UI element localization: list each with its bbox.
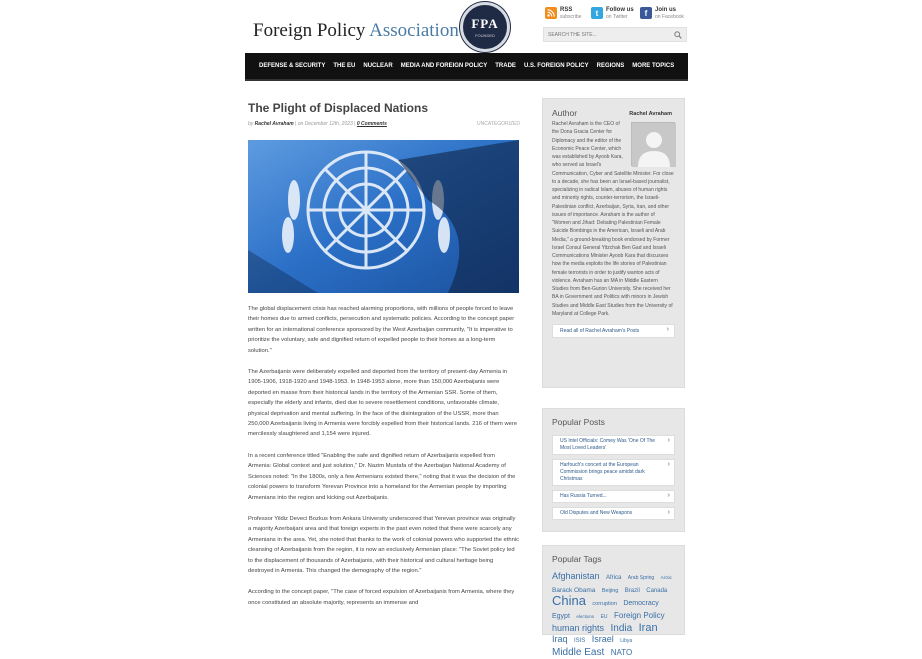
tag-link[interactable]: ISIS bbox=[573, 638, 586, 644]
author-avatar bbox=[631, 122, 675, 166]
article-paragraph: According to the concept paper, "The case of forced expulsion of Azerbaijanis from Armenia, where they once constituted an absolute majority, represents an immense and bbox=[248, 589, 515, 606]
main-nav bbox=[245, 53, 688, 81]
default-avatar-icon bbox=[632, 123, 676, 167]
tag-link[interactable]: Canada bbox=[646, 588, 668, 594]
nav-the-eu[interactable]: THE EU bbox=[333, 63, 356, 69]
tag-link[interactable]: Foreign Policy bbox=[613, 611, 665, 620]
nav-media-foreign-policy[interactable]: MEDIA AND FOREIGN POLICY bbox=[400, 63, 488, 69]
tag-link[interactable]: Arctic bbox=[660, 575, 672, 580]
site-search bbox=[543, 27, 687, 42]
tag-link[interactable]: Arab Spring bbox=[627, 575, 655, 581]
facebook-sublabel: on Facebook bbox=[655, 14, 684, 20]
nav-regions[interactable]: REGIONS bbox=[596, 63, 625, 69]
fpa-seal-logo[interactable] bbox=[460, 2, 510, 52]
article-paragraph: The global displacement crisis has reached alarming proportions, with millions of people forced to leave their homes due to armed conflicts, persecution and systematic policies. According to the concept paper written for an international conference sponsored by the West Azerbaijan community, "It is imperative to prioritize the voluntary, safe and dignified return of expelled people to their homes as a long-term solution." bbox=[248, 306, 515, 354]
popular-posts-box bbox=[542, 408, 685, 532]
twitter-label: Follow us bbox=[606, 7, 634, 13]
tag-link[interactable]: corruption bbox=[592, 601, 617, 607]
byline-date: on December 12th, 2023 bbox=[297, 121, 353, 127]
nav-us-foreign-policy[interactable]: U.S. FOREIGN POLICY bbox=[523, 63, 589, 69]
author-bio: Rachel Avraham is the CEO of the Dona Gracia Center for Diplomacy and the editor of the Economic Peace Center, which was established by Ayoob Kara, who served as Israel's Communication, Cyber and Satellite Minister. For close to a decade, she has been an Israel-based journalist, specializing in radical Islam, abuses of human rights and minority rights, counter-terrorism, the Israeli-Palestinian conflict, Azerbaijan, Syria, Iran, and other issues of importance. Avraham is the author of "Women and Jihad: Debating Palestinian Female Suicide Bombings in the American, Israeli and Arab Media," a ground-breaking book endorsed by Former Israel Consul General Yitzchak Ben Gad and Israeli Communications Minister Ayoob Kara that discusses how the media exploits the life stories of Palestinian female terrorists in order to justify wanton acts of violence. Avraham has an MA in Middle Eastern Studies from Ben-Gurion University. She received her BA in Government and Politics with minors in Jewish Studies and Middle East Studies from the University of Maryland at College Park. bbox=[552, 121, 674, 317]
twitter-sublabel: on Twitter bbox=[606, 14, 628, 20]
tag-link[interactable]: Iran bbox=[638, 622, 658, 634]
byline-by: by bbox=[248, 121, 254, 127]
popular-post-link[interactable]: Old Disputes and New Weapons › bbox=[552, 507, 675, 520]
nav-trade[interactable]: TRADE bbox=[495, 63, 516, 69]
seal-subtext: FOUNDED bbox=[475, 33, 495, 38]
twitter-link[interactable] bbox=[591, 7, 634, 20]
logo-accent-text: Association bbox=[369, 20, 459, 41]
nav-defense-security[interactable]: DEFENSE & SECURITY bbox=[259, 63, 326, 69]
byline-author-link[interactable]: Rachel Avraham bbox=[254, 121, 294, 127]
popular-post-link[interactable]: Harfouch's concert at the European Commission brings peace amidst dark Christmas › bbox=[552, 459, 675, 486]
facebook-link[interactable] bbox=[640, 7, 684, 20]
tag-cloud bbox=[552, 570, 675, 657]
rss-link[interactable] bbox=[545, 7, 581, 20]
tag-link[interactable]: Barack Obama bbox=[552, 587, 596, 594]
tag-link[interactable]: human rights bbox=[552, 623, 605, 633]
tag-link[interactable]: NATO bbox=[610, 648, 633, 657]
article-paragraph: The Azerbaijanis were deliberately expelled and deported from the territory of present-day Armenia in 1905-1906, 1918-1920 and 1948-1953. In 1948-1953 alone, more than 150,000 Azerbaijanis were deported en masse from their historical lands in the territory of the Armenian SSR. Some of them, especially the elderly and infants, died due to severe resettlement conditions, unfavorable climate, physical deprivation and mental suffering. In the face of the disintegration of the USSR, more than 250,000 Azerbaijanis living in Armenia were forcibly expelled from their historical lands. 216 of them were mercilessly slaughtered and 1,154 were injured. bbox=[248, 369, 518, 438]
rss-label: RSS bbox=[560, 7, 573, 13]
article-paragraph: In a recent conference titled "Enabling the safe and dignified return of Azerbaijanis expelled from Armenia: Global context and just solution," Dr. Nazim Mustafa of the Azerbaijan National Academy of Sciences noted: "In the 1800s, only a few Armenians existed there," noting that it was the decision of the colonial powers to transform Yerevan Province into a homeland for the Armenian people by importing Armenians into the region and kicking out Azerbaijanis. bbox=[248, 452, 516, 501]
search-icon[interactable] bbox=[674, 31, 682, 39]
byline-comments-link[interactable]: 0 Comments bbox=[356, 121, 387, 127]
seal-letters: FPA bbox=[471, 16, 499, 31]
tag-link[interactable]: Middle East bbox=[552, 647, 605, 658]
tag-link[interactable]: Iraq bbox=[552, 634, 568, 644]
article-body bbox=[248, 304, 519, 619]
article-title[interactable]: The Plight of Displaced Nations bbox=[248, 101, 429, 115]
nav-more-topics[interactable]: MORE TOPICS bbox=[632, 63, 675, 69]
tag-link[interactable]: India bbox=[610, 623, 633, 634]
popular-tags-heading: Popular Tags bbox=[552, 554, 602, 564]
article-paragraph: Professor Yildiz Deveci Bozkus from Ankara University underscored that Yerevan province was originally a majority Azerbaijani area and that foreign experts in the past even noted that there were scarcely any Armenians in the area. Yet, she noted that thanks to the work of colonial powers who supported the ethnic cleansing of Azerbaijanis from the region, it is now an exclusively Armenian place: "The Soviet policy led to the displacement of thousands of Azerbaijanis, with their historical and cultural heritage being destroyed in Armenia. This changed the demography of the region." bbox=[248, 515, 520, 574]
tag-link[interactable]: Afghanistan bbox=[552, 571, 600, 581]
tag-link[interactable]: China bbox=[552, 593, 586, 608]
author-box bbox=[542, 98, 685, 388]
tag-link[interactable]: Beijing bbox=[601, 588, 619, 594]
author-heading: Author bbox=[552, 108, 578, 118]
popular-posts-heading: Popular Posts bbox=[552, 417, 605, 427]
facebook-label: Join us bbox=[655, 7, 677, 13]
nav-nuclear[interactable]: NUCLEAR bbox=[363, 63, 393, 69]
search-input[interactable] bbox=[548, 32, 658, 38]
tag-link[interactable]: EU bbox=[600, 614, 608, 620]
tag-link[interactable]: Democracy bbox=[623, 600, 659, 607]
site-logo[interactable] bbox=[253, 20, 459, 42]
tag-link[interactable]: Israel bbox=[591, 634, 614, 644]
tag-link[interactable]: elections bbox=[576, 614, 595, 619]
rss-icon bbox=[545, 7, 557, 19]
tag-link[interactable]: Africa bbox=[606, 575, 622, 581]
tag-link[interactable]: Brazil bbox=[624, 588, 640, 594]
twitter-icon: t bbox=[591, 7, 603, 19]
logo-main-text: Foreign Policy bbox=[253, 20, 366, 41]
author-name[interactable]: Rachel Avraham bbox=[629, 111, 672, 117]
popular-post-link[interactable]: US Intel Officials: Comey Was 'One Of The Most Loved Leaders' › bbox=[552, 435, 675, 455]
read-all-posts-link[interactable]: Read all of Rachel Avraham's Posts › bbox=[552, 324, 675, 338]
tag-link[interactable]: Egypt bbox=[552, 613, 570, 620]
tag-link[interactable]: Libya bbox=[620, 638, 633, 644]
popular-tags-box bbox=[542, 545, 685, 658]
category-link[interactable]: UNCATEGORIZED bbox=[477, 121, 520, 127]
facebook-icon: f bbox=[640, 7, 652, 19]
rss-sublabel: subscribe bbox=[560, 14, 582, 20]
popular-post-link[interactable]: Has Russia Turned... › bbox=[552, 490, 675, 503]
article-byline: by Rachel Avraham | on December 12th, 2023 | 0 Comments UNCATEGORIZED bbox=[248, 121, 520, 127]
article-hero-image bbox=[248, 140, 519, 293]
